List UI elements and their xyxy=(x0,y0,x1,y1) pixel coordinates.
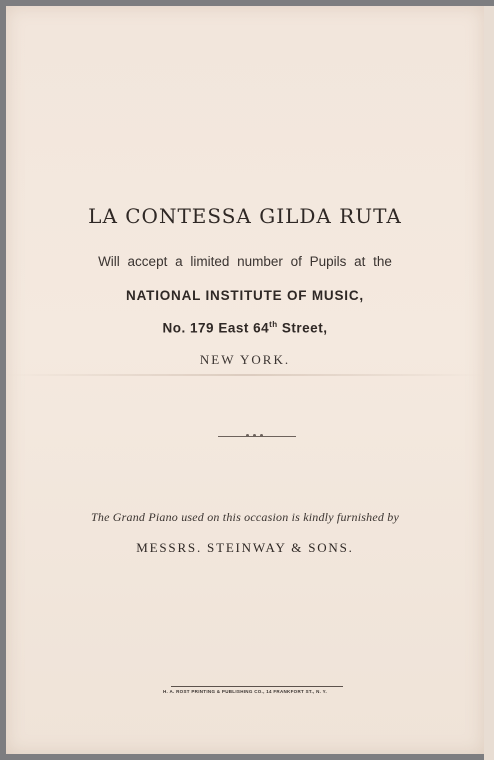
performer-title: LA CONTESSA GILDA RUTA xyxy=(88,204,402,228)
accept-pupils-line: Will accept a limited number of Pupils at the xyxy=(98,254,392,269)
street-ordinal: th xyxy=(269,320,278,329)
city-name: NEW YORK. xyxy=(199,352,291,367)
institute-name: NATIONAL INSTITUTE OF MUSIC, xyxy=(126,288,364,303)
street-address xyxy=(6,320,484,336)
street-word: Street, xyxy=(277,320,328,336)
fold-crease xyxy=(6,374,484,376)
page-edge xyxy=(484,6,494,760)
divider-dot xyxy=(253,434,256,437)
divider-dot xyxy=(260,434,263,437)
piano-note: The Grand Piano used on this occasion is kindly furnished by xyxy=(91,510,399,524)
ornamental-divider xyxy=(218,436,296,437)
printer-imprint: H. A. ROST PRINTING & PUBLISHING CO., 14 FRANKFORT ST., N. Y. xyxy=(162,689,328,694)
paper-page xyxy=(6,6,484,754)
street-number: No. 179 East 64 xyxy=(162,320,270,336)
divider-dot xyxy=(246,434,249,437)
piano-maker: MESSRS. STEINWAY & SONS. xyxy=(136,540,354,555)
printer-rule xyxy=(171,686,343,687)
